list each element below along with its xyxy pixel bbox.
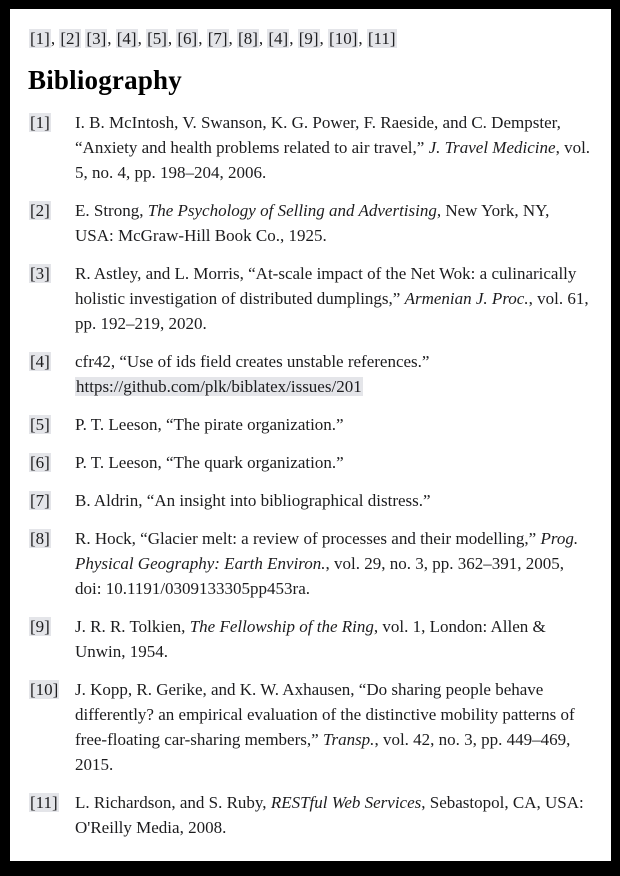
entry-text <box>75 261 591 336</box>
entry-text-segment: , vol. 1, London: Allen & Unwin, 1954. <box>75 617 546 661</box>
entry-backref-link[interactable]: [5] <box>30 415 50 434</box>
bibliography-entry <box>29 198 591 248</box>
entry-title-italic: The Psychology of Selling and Advertising <box>147 201 437 220</box>
citation-ref-link[interactable]: [8] <box>238 29 258 48</box>
entry-label-cell <box>29 488 75 513</box>
citation-line: [1], [2] [3], [4], [5], [6], [7], [8], [4], [9], [10], [11] <box>30 29 396 48</box>
citation-ref-link[interactable]: [3] <box>86 29 107 48</box>
entry-label-cell <box>29 412 75 437</box>
entry-backref-link[interactable]: [11] <box>30 793 58 812</box>
entry-text <box>75 677 591 777</box>
entry-title-italic: RESTful Web Services <box>270 793 422 812</box>
entry-text-segment: , vol. 29, no. 3, pp. 362–391, 2005, doi: 10.1191/0309133305pp453ra. <box>75 554 565 598</box>
citation-ref-link[interactable]: [10] <box>329 29 358 48</box>
entry-label-cell <box>29 614 75 664</box>
citation-ref-link[interactable]: [11] <box>367 29 396 48</box>
entry-text-segment: J. R. R. Tolkien, <box>75 617 190 636</box>
entry-text-segment: , vol. 42, no. 3, pp. 449–469, 2015. <box>75 730 571 774</box>
entry-title-italic: Prog. Physical Geography: Earth Environ. <box>75 529 579 573</box>
entry-text-segment: R. Hock, “Glacier melt: a review of processes and their modelling,” <box>75 529 541 548</box>
entry-text <box>75 412 591 437</box>
entry-backref-link[interactable]: [1] <box>30 113 50 132</box>
bibliography-entry <box>29 261 591 336</box>
entry-title-italic: Transp. <box>322 730 375 749</box>
entry-text-segment: L. Richardson, and S. Ruby, <box>75 793 271 812</box>
entry-text <box>75 614 591 664</box>
bibliography-entry <box>29 349 591 399</box>
entry-text <box>75 488 591 513</box>
bibliography-entry <box>29 488 591 513</box>
entry-text-segment: R. Astley, and L. Morris, “At-scale impact of the Net Wok: a culinarically holistic investigation of distributed dumplings,” <box>75 264 577 308</box>
entry-text-segment: J. Kopp, R. Gerike, and K. W. Axhausen, “Do sharing people behave differently? an empirical evaluation of the distinctive mobility patterns of free-floating car-sharing members,” <box>75 680 575 749</box>
entry-text-segment: B. Aldrin, “An insight into bibliographical distress.” <box>75 491 431 510</box>
bibliography-entry <box>29 677 591 777</box>
entry-backref-link[interactable]: [3] <box>30 264 50 283</box>
entry-label-cell <box>29 450 75 475</box>
entry-url-link[interactable]: https://github.com/plk/biblatex/issues/201 <box>76 377 362 396</box>
entry-backref-link[interactable]: [6] <box>30 453 50 472</box>
entry-label-cell <box>29 349 75 399</box>
entry-text-segment: P. T. Leeson, “The quark organization.” <box>75 453 344 472</box>
entry-label-cell <box>29 110 75 185</box>
entry-text-segment: , Sebastopol, CA, USA: O'Reilly Media, 2008. <box>75 793 584 837</box>
entry-text-segment: , vol. 61, pp. 192–219, 2020. <box>75 289 589 333</box>
entry-text-segment: E. Strong, <box>75 201 148 220</box>
citation-ref-link[interactable]: [7] <box>207 29 228 48</box>
entry-text <box>75 526 591 601</box>
bibliography-entry <box>29 412 591 437</box>
entry-text <box>75 790 591 840</box>
entry-text-segment: cfr42, “Use of ids field creates unstable references.” <box>75 352 430 371</box>
entry-label-cell <box>29 677 75 777</box>
entry-backref-link[interactable]: [7] <box>30 491 50 510</box>
entry-label-cell <box>29 261 75 336</box>
entry-text <box>75 110 591 185</box>
entry-text-segment: I. B. McIntosh, V. Swanson, K. G. Power, F. Raeside, and C. Dempster, “Anxiety and health problems related to air travel,” <box>75 113 561 157</box>
entry-backref-link[interactable]: [10] <box>30 680 59 699</box>
bibliography-entry <box>29 614 591 664</box>
entry-text-segment: P. T. Leeson, “The pirate organization.” <box>75 415 344 434</box>
entry-backref-link[interactable]: [9] <box>30 617 50 636</box>
citation-ref-link[interactable]: [2] <box>60 29 81 48</box>
citation-ref-link[interactable]: [4] <box>116 29 137 48</box>
entry-text <box>75 349 591 399</box>
entry-text <box>75 450 591 475</box>
bibliography-entry <box>29 450 591 475</box>
citation-ref-link[interactable]: [5] <box>147 29 167 48</box>
entry-label-cell <box>29 198 75 248</box>
entry-text <box>75 198 591 248</box>
citation-ref-link[interactable]: [1] <box>30 29 50 48</box>
citation-ref-link[interactable]: [6] <box>177 29 198 48</box>
bibliography-entry <box>29 526 591 601</box>
entry-backref-link[interactable]: [2] <box>30 201 50 220</box>
bibliography-list <box>29 110 591 840</box>
entry-title-italic: J. Travel Medicine <box>428 138 556 157</box>
citation-ref-link[interactable]: [4] <box>268 29 289 48</box>
page-title: Bibliography <box>28 65 182 95</box>
entry-label-cell <box>29 526 75 601</box>
entry-title-italic: The Fellowship of the Ring <box>189 617 374 636</box>
entry-backref-link[interactable]: [4] <box>30 352 50 371</box>
entry-text-segment: , New York, NY, USA: McGraw-Hill Book Co., 1925. <box>75 201 550 245</box>
entry-backref-link[interactable]: [8] <box>30 529 50 548</box>
entry-text-segment: , vol. 5, no. 4, pp. 198–204, 2006. <box>75 138 591 182</box>
bibliography-entry <box>29 790 591 840</box>
document-page <box>10 9 611 861</box>
entry-label-cell <box>29 790 75 840</box>
citation-ref-link[interactable]: [9] <box>298 29 319 48</box>
bibliography-entry <box>29 110 591 185</box>
entry-title-italic: Armenian J. Proc. <box>404 289 529 308</box>
